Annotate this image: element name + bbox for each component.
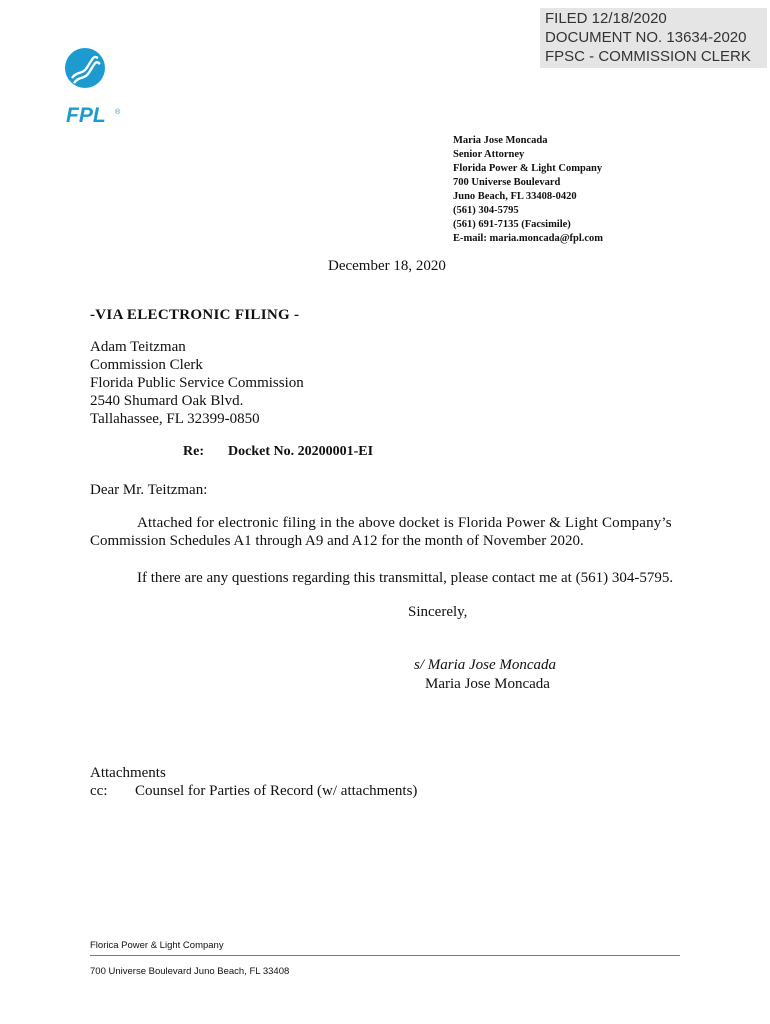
attachments-note: Attachments <box>90 765 166 781</box>
footer-address: 700 Universe Boulevard Juno Beach, FL 33408 <box>90 966 290 977</box>
footer-divider <box>90 955 680 956</box>
sender-street: 700 Universe Boulevard <box>453 177 561 188</box>
fpl-logo-icon <box>65 48 105 88</box>
sender-title: Senior Attorney <box>453 149 525 160</box>
addressee-block <box>90 338 304 428</box>
addressee-name: Adam Teitzman <box>90 339 186 355</box>
addressee-org: Florida Public Service Commission <box>90 375 304 391</box>
sender-city: Juno Beach, FL 33408-0420 <box>453 191 577 202</box>
sender-company: Florida Power & Light Company <box>453 163 603 174</box>
body-paragraph-1-line-1: Attached for electronic filing in the above docket is Florida Power & Light Company’s <box>137 515 672 531</box>
closing: Sincerely, <box>408 604 468 620</box>
docket-number: Docket No. 20200001-EI <box>228 444 374 459</box>
addressee-title: Commission Clerk <box>90 357 203 373</box>
stamp-document-number: DOCUMENT NO. 13634-2020 <box>545 29 747 46</box>
cc-label: cc: <box>90 783 108 799</box>
body-paragraph-2: If there are any questions regarding this transmittal, please contact me at (561) 304-5795. <box>137 570 674 586</box>
signer-name: Maria Jose Moncada <box>425 676 550 692</box>
letter-date: December 18, 2020 <box>328 258 446 274</box>
filing-stamp <box>540 8 767 68</box>
sender-email: E-mail: maria.moncada@fpl.com <box>453 233 604 244</box>
sender-phone: (561) 304-5795 <box>453 205 519 216</box>
logo-trademark: ® <box>115 109 121 116</box>
stamp-clerk: FPSC - COMMISSION CLERK <box>545 48 751 65</box>
addressee-street: 2540 Shumard Oak Blvd. <box>90 393 244 409</box>
re-label: Re: <box>183 444 204 459</box>
sender-name: Maria Jose Moncada <box>453 135 548 146</box>
delivery-method: -VIA ELECTRONIC FILING - <box>90 307 300 323</box>
sender-block <box>453 134 603 246</box>
sender-fax: (561) 691-7135 (Facsimile) <box>453 219 571 230</box>
logo-text: FPL <box>66 104 106 127</box>
addressee-city: Tallahassee, FL 32399-0850 <box>90 411 260 427</box>
body-paragraph-1-line-2: Commission Schedules A1 through A9 and A12 for the month of November 2020. <box>90 533 584 549</box>
salutation: Dear Mr. Teitzman: <box>90 482 208 498</box>
fpl-logo <box>60 48 160 130</box>
stamp-filed-date: FILED 12/18/2020 <box>545 10 667 27</box>
cc-recipients: Counsel for Parties of Record (w/ attachments) <box>135 783 418 799</box>
signature: s/ Maria Jose Moncada <box>414 657 557 673</box>
footer-company: Florica Power & Light Company <box>90 940 224 951</box>
